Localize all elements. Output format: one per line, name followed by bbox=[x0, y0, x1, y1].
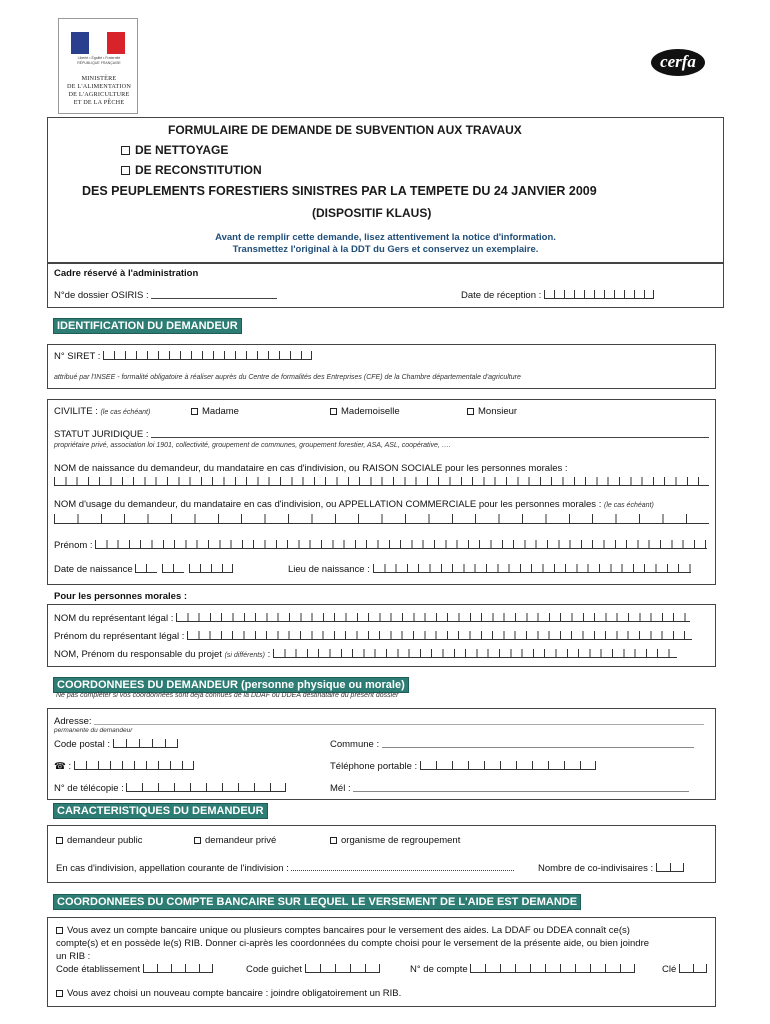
mademoiselle-checkbox[interactable] bbox=[330, 408, 337, 415]
reception-date-field[interactable] bbox=[544, 290, 654, 302]
siret-note: attribué par l'INSEE - formalité obligatoire à réaliser auprès du Centre de formalités des Entreprises (CFE) de la Chambre départementale d'agriculture bbox=[54, 374, 521, 381]
statut-label: STATUT JURIDIQUE : bbox=[54, 429, 149, 440]
lieu-naissance-field[interactable] bbox=[373, 564, 691, 573]
telephone-label: : bbox=[68, 761, 72, 772]
mademoiselle-label: Mademoiselle bbox=[341, 406, 400, 417]
identity-box bbox=[47, 399, 716, 585]
representant-prenom-label: Prénom du représentant légal : bbox=[54, 631, 185, 642]
representant-prenom-field[interactable] bbox=[187, 631, 692, 640]
commune-label: Commune : bbox=[330, 739, 380, 750]
identification-section-title: IDENTIFICATION DU DEMANDEUR bbox=[53, 318, 242, 334]
nettoyage-checkbox[interactable] bbox=[121, 146, 130, 155]
responsable-label: NOM, Prénom du responsable du projet bbox=[54, 649, 222, 660]
reception-date-label: Date de réception : bbox=[461, 290, 542, 301]
french-flag-icon bbox=[71, 32, 125, 54]
nouveau-compte-label: Vous avez choisi un nouveau compte bancaire : joindre obligatoirement un RIB. bbox=[67, 988, 402, 999]
date-naissance-field[interactable] bbox=[135, 564, 233, 576]
prenom-field[interactable] bbox=[95, 540, 707, 549]
regroupement-label: organisme de regroupement bbox=[341, 835, 461, 846]
date-naissance-label: Date de naissance bbox=[54, 564, 133, 575]
monsieur-checkbox[interactable] bbox=[467, 408, 474, 415]
code-etablissement-label: Code établissement bbox=[56, 964, 140, 975]
title-box bbox=[47, 117, 724, 263]
compte-existant-checkbox[interactable] bbox=[56, 927, 63, 934]
demandeur-prive-checkbox[interactable] bbox=[194, 837, 201, 844]
nom-usage-field[interactable] bbox=[54, 514, 709, 524]
dossier-osiris-label: N°de dossier OSIRIS : bbox=[54, 290, 149, 301]
personnes-morales-box: NOM du représentant légal : Prénom du représentant légal : NOM, Prénom du responsable du projet (si différents) : bbox=[47, 604, 716, 667]
portable-label: Téléphone portable : bbox=[330, 761, 418, 772]
dossier-osiris-field[interactable] bbox=[151, 298, 277, 299]
code-postal-field[interactable] bbox=[113, 739, 178, 751]
code-postal-label: Code postal : bbox=[54, 739, 110, 750]
indivisaires-field[interactable] bbox=[656, 863, 684, 875]
responsable-note: (si différents) bbox=[224, 652, 266, 659]
demandeur-public-checkbox[interactable] bbox=[56, 837, 63, 844]
caracteristiques-box bbox=[47, 825, 716, 883]
nom-usage-note: (le cas échéant) bbox=[603, 502, 654, 509]
coordonnees-note: Ne pas compléter si vos coordonnées sont déjà connues de la DDAF ou DDEA destinataire du présent dossier bbox=[56, 692, 399, 699]
monsieur-label: Monsieur bbox=[478, 406, 518, 417]
code-guichet-label: Code guichet bbox=[246, 964, 302, 975]
mel-field[interactable] bbox=[353, 791, 689, 792]
nettoyage-label: DE NETTOYAGE bbox=[135, 143, 229, 157]
telephone-field[interactable] bbox=[74, 761, 194, 773]
representant-nom-field[interactable] bbox=[176, 613, 690, 622]
demandeur-prive-label: demandeur privé bbox=[205, 835, 277, 846]
coordonnees-box bbox=[47, 708, 716, 800]
nom-usage-label: NOM d'usage du demandeur, du mandataire en cas d'indivision, ou APPELLATION COMMERCIALE pour les personnes morales : bbox=[54, 499, 602, 510]
caracteristiques-section-title: CARACTERISTIQUES DU DEMANDEUR bbox=[53, 803, 268, 819]
madame-checkbox[interactable] bbox=[191, 408, 198, 415]
cle-field[interactable] bbox=[679, 964, 707, 976]
prenom-label: Prénom : bbox=[54, 540, 93, 551]
ministry-logo bbox=[58, 18, 138, 114]
commune-field[interactable] bbox=[382, 747, 694, 748]
civilite-note: (le cas échéant) bbox=[100, 409, 151, 416]
ministry-name: MINISTÈRE DE L'ALIMENTATION DE L'AGRICULTURE ET DE LA PÊCHE bbox=[67, 75, 131, 106]
nom-naissance-field[interactable] bbox=[54, 477, 709, 486]
code-etablissement-field[interactable] bbox=[143, 964, 213, 976]
telecopie-field[interactable] bbox=[126, 783, 286, 795]
dispositif-label: (DISPOSITIF KLAUS) bbox=[312, 206, 432, 220]
indivision-field[interactable] bbox=[291, 870, 514, 871]
form-subtitle: DES PEUPLEMENTS FORESTIERS SINISTRES PAR LA TEMPETE DU 24 JANVIER 2009 bbox=[82, 184, 597, 198]
admin-box bbox=[47, 263, 724, 308]
telecopie-label: N° de télécopie : bbox=[54, 783, 124, 794]
portable-field[interactable] bbox=[420, 761, 596, 773]
compte-existant-line1: Vous avez un compte bancaire unique ou plusieurs comptes bancaires pour le versement des aides. La DDAF ou DDEA connaît ce(s) bbox=[67, 925, 630, 936]
notice-line-2: Transmettez l'original à la DDT du Gers et conservez un exemplaire. bbox=[232, 244, 539, 255]
indivision-label: En cas d'indivision, appellation courante de l'indivision : bbox=[56, 863, 289, 874]
personnes-morales-heading: Pour les personnes morales : bbox=[54, 591, 188, 602]
coordonnees-section-title: COORDONNEES DU DEMANDEUR (personne physique ou morale) bbox=[53, 677, 409, 693]
adresse-note: permanente du demandeur bbox=[54, 727, 133, 734]
demandeur-public-label: demandeur public bbox=[67, 835, 143, 846]
logo-republic: RÉPUBLIQUE FRANÇAISE bbox=[77, 60, 121, 65]
mel-label: Mél : bbox=[330, 783, 351, 794]
reconstitution-label: DE RECONSTITUTION bbox=[135, 163, 262, 177]
nouveau-compte-checkbox[interactable] bbox=[56, 990, 63, 997]
lieu-naissance-label: Lieu de naissance : bbox=[288, 564, 370, 575]
siret-field[interactable] bbox=[103, 351, 312, 363]
form-title: FORMULAIRE DE DEMANDE DE SUBVENTION AUX TRAVAUX bbox=[168, 123, 522, 137]
cerfa-logo: cerfa bbox=[651, 49, 705, 76]
numero-compte-label: N° de compte bbox=[410, 964, 468, 975]
siret-label: N° SIRET : bbox=[54, 351, 101, 362]
logo-motto: Liberté • Égalité • Fraternité bbox=[77, 56, 121, 60]
phone-icon: ☎ bbox=[54, 761, 66, 772]
adresse-label: Adresse: bbox=[54, 716, 92, 727]
admin-heading: Cadre réservé à l'administration bbox=[54, 268, 199, 279]
statut-note: propriétaire privé, association loi 1901, collectivité, groupement de communes, groupement forestier, ASA, ASL, coopérative, …. bbox=[54, 442, 451, 449]
indivisaires-label: Nombre de co-indivisaires : bbox=[538, 863, 654, 874]
siret-box bbox=[47, 344, 716, 389]
civilite-label: CIVILITE : bbox=[54, 406, 98, 417]
numero-compte-field[interactable] bbox=[470, 964, 635, 976]
reconstitution-checkbox[interactable] bbox=[121, 166, 130, 175]
bancaire-box bbox=[47, 917, 716, 1007]
compte-existant-line3: un RIB : bbox=[56, 951, 91, 962]
responsable-field[interactable] bbox=[273, 649, 677, 658]
statut-field[interactable] bbox=[151, 437, 709, 438]
madame-label: Madame bbox=[202, 406, 239, 417]
code-guichet-field[interactable] bbox=[305, 964, 380, 976]
representant-nom-label: NOM du représentant légal : bbox=[54, 613, 174, 624]
cle-label: Clé bbox=[662, 964, 677, 975]
adresse-field[interactable] bbox=[94, 724, 704, 725]
bancaire-section-title: COORDONNEES DU COMPTE BANCAIRE SUR LEQUEL LE VERSEMENT DE L'AIDE EST DEMANDE bbox=[53, 894, 581, 910]
nom-naissance-label: NOM de naissance du demandeur, du mandataire en cas d'indivision, ou RAISON SOCIALE pour les personnes morales : bbox=[54, 463, 568, 474]
notice-line-1: Avant de remplir cette demande, lisez attentivement la notice d'information. bbox=[215, 232, 556, 243]
compte-existant-line2: compte(s) et en possède le(s) RIB. Donner ci-après les coordonnées du compte choisi pour le versement de la présente aide, ou bien joindre bbox=[56, 938, 650, 949]
regroupement-checkbox[interactable] bbox=[330, 837, 337, 844]
